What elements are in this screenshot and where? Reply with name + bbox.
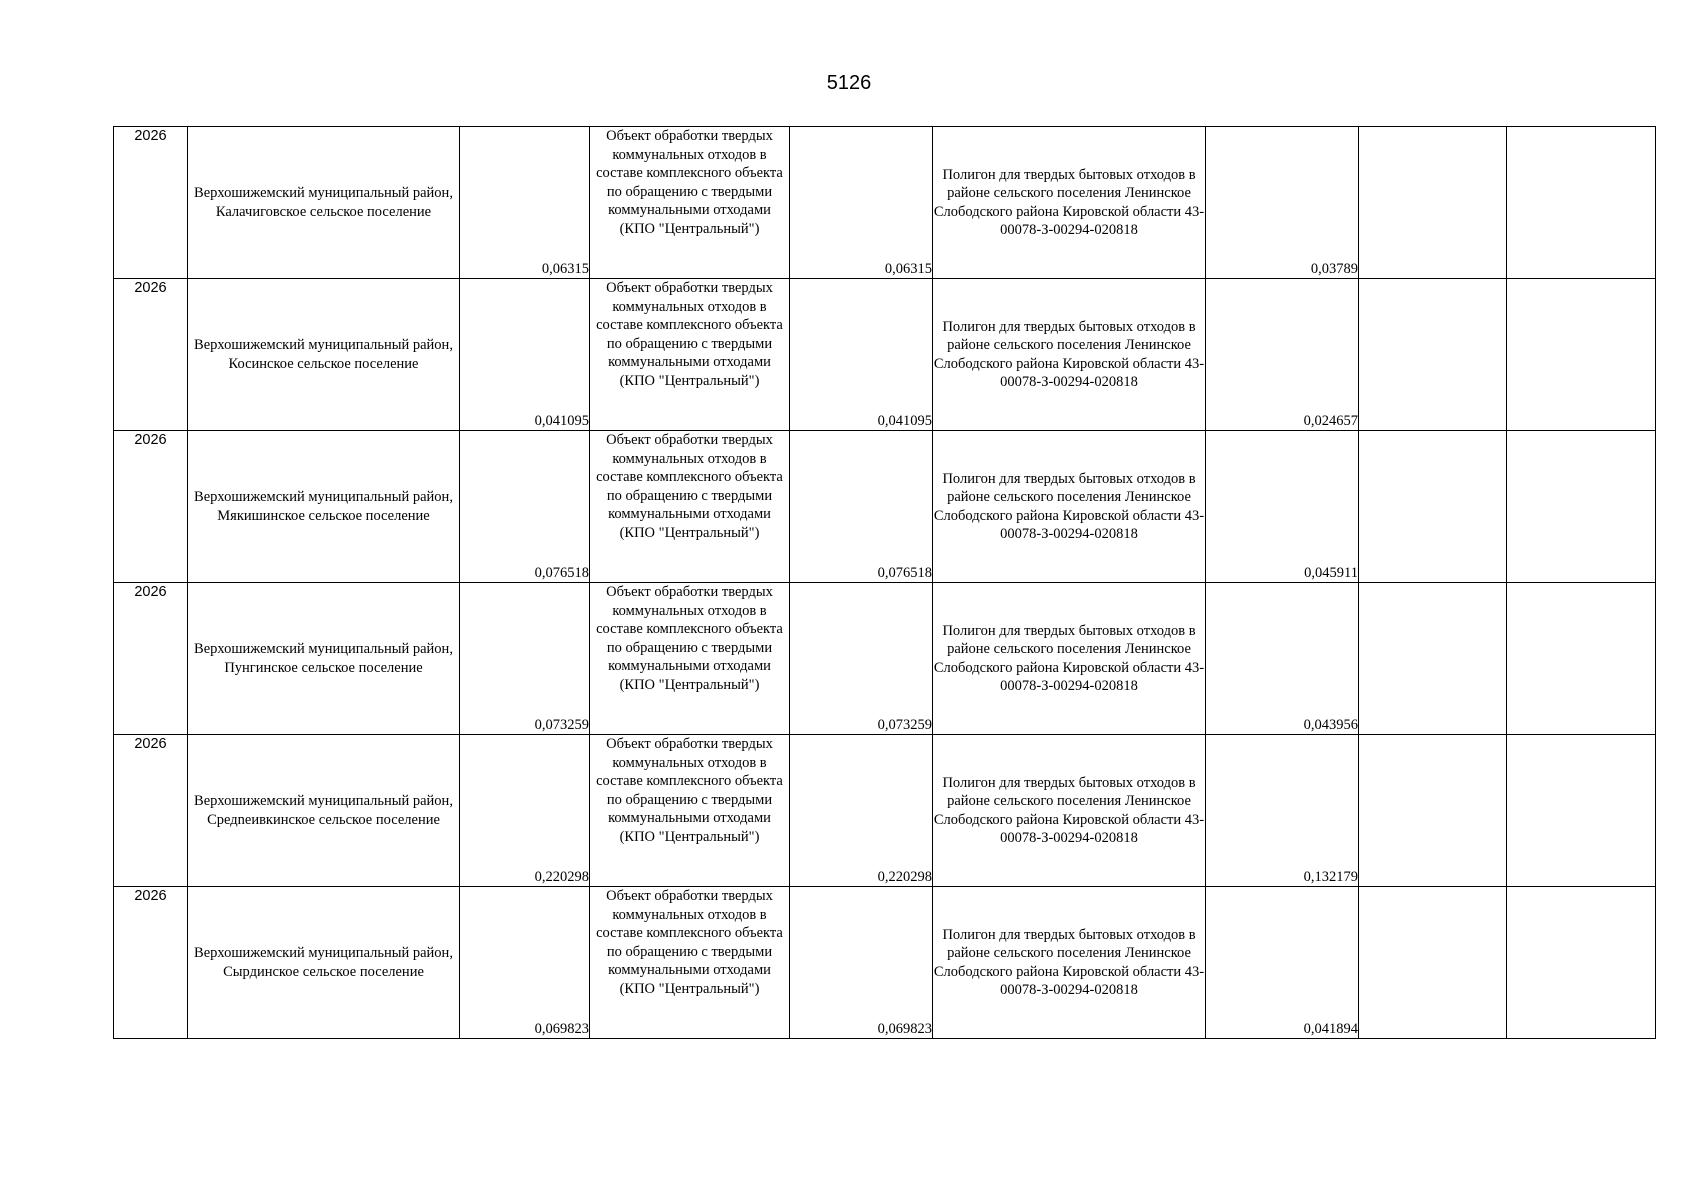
waste-flow-table (113, 126, 1656, 1039)
amount-disposed-cell: 0,045911 (1206, 431, 1359, 583)
amount-processed-cell: 0,06315 (790, 127, 933, 279)
empty-cell (1507, 431, 1656, 583)
amount-processed-cell: 0,073259 (790, 583, 933, 735)
empty-cell (1359, 279, 1507, 431)
amount-generated-cell: 0,069823 (460, 887, 590, 1039)
processing-facility-cell: Объект обработки твердых коммунальных отходов в составе комплексного объекта по обращению с твердыми коммунальными отходами (КПО "Центральный") (590, 431, 790, 583)
empty-cell (1507, 735, 1656, 887)
empty-cell (1359, 127, 1507, 279)
territory-cell: Верхошижемский муниципальный район, Мякишинское сельское поселение (188, 431, 460, 583)
amount-disposed-cell: 0,03789 (1206, 127, 1359, 279)
processing-facility-cell: Объект обработки твердых коммунальных отходов в составе комплексного объекта по обращению с твердыми коммунальными отходами (КПО "Центральный") (590, 279, 790, 431)
amount-disposed-cell: 0,024657 (1206, 279, 1359, 431)
empty-cell (1359, 431, 1507, 583)
disposal-facility-cell: Полигон для твердых бытовых отходов в районе сельского поселения Ленинское Слободского района Кировской области 43-00078-З-00294-020818 (933, 735, 1206, 887)
empty-cell (1359, 583, 1507, 735)
amount-generated-cell: 0,041095 (460, 279, 590, 431)
empty-cell (1507, 279, 1656, 431)
amount-processed-cell: 0,041095 (790, 279, 933, 431)
amount-disposed-cell: 0,043956 (1206, 583, 1359, 735)
disposal-facility-cell: Полигон для твердых бытовых отходов в районе сельского поселения Ленинское Слободского района Кировской области 43-00078-З-00294-020818 (933, 431, 1206, 583)
amount-processed-cell: 0,069823 (790, 887, 933, 1039)
table-row (114, 127, 1656, 279)
amount-generated-cell: 0,076518 (460, 431, 590, 583)
territory-cell: Верхошижемский муниципальный район, Сырдинское сельское поселение (188, 887, 460, 1039)
processing-facility-cell: Объект обработки твердых коммунальных отходов в составе комплексного объекта по обращению с твердыми коммунальными отходами (КПО "Центральный") (590, 735, 790, 887)
table-row (114, 431, 1656, 583)
year-cell: 2026 (114, 887, 188, 1039)
table-row (114, 279, 1656, 431)
amount-processed-cell: 0,076518 (790, 431, 933, 583)
page-number: 5126 (826, 72, 872, 94)
disposal-facility-cell: Полигон для твердых бытовых отходов в районе сельского поселения Ленинское Слободского района Кировской области 43-00078-З-00294-020818 (933, 127, 1206, 279)
disposal-facility-cell: Полигон для твердых бытовых отходов в районе сельского поселения Ленинское Слободского района Кировской области 43-00078-З-00294-020818 (933, 279, 1206, 431)
year-cell: 2026 (114, 431, 188, 583)
processing-facility-cell: Объект обработки твердых коммунальных отходов в составе комплексного объекта по обращению с твердыми коммунальными отходами (КПО "Центральный") (590, 887, 790, 1039)
empty-cell (1359, 735, 1507, 887)
disposal-facility-cell: Полигон для твердых бытовых отходов в районе сельского поселения Ленинское Слободского района Кировской области 43-00078-З-00294-020818 (933, 887, 1206, 1039)
year-cell: 2026 (114, 735, 188, 887)
year-cell: 2026 (114, 127, 188, 279)
processing-facility-cell: Объект обработки твердых коммунальных отходов в составе комплексного объекта по обращению с твердыми коммунальными отходами (КПО "Центральный") (590, 583, 790, 735)
empty-cell (1507, 887, 1656, 1039)
processing-facility-cell: Объект обработки твердых коммунальных отходов в составе комплексного объекта по обращению с твердыми коммунальными отходами (КПО "Центральный") (590, 127, 790, 279)
territory-cell: Верхошижемский муниципальный район, Калачиговское сельское поселение (188, 127, 460, 279)
territory-cell: Верхошижемский муниципальный район, Пунгинское сельское поселение (188, 583, 460, 735)
territory-cell: Верхошижемский муниципальный район, Средneивкинское сельское поселение (188, 735, 460, 887)
year-cell: 2026 (114, 279, 188, 431)
table-row (114, 887, 1656, 1039)
table-row (114, 735, 1656, 887)
empty-cell (1507, 583, 1656, 735)
amount-processed-cell: 0,220298 (790, 735, 933, 887)
disposal-facility-cell: Полигон для твердых бытовых отходов в районе сельского поселения Ленинское Слободского района Кировской области 43-00078-З-00294-020818 (933, 583, 1206, 735)
territory-cell: Верхошижемский муниципальный район, Косинское сельское поселение (188, 279, 460, 431)
empty-cell (1507, 127, 1656, 279)
table-row (114, 583, 1656, 735)
amount-disposed-cell: 0,132179 (1206, 735, 1359, 887)
empty-cell (1359, 887, 1507, 1039)
amount-generated-cell: 0,06315 (460, 127, 590, 279)
year-cell: 2026 (114, 583, 188, 735)
amount-disposed-cell: 0,041894 (1206, 887, 1359, 1039)
amount-generated-cell: 0,073259 (460, 583, 590, 735)
amount-generated-cell: 0,220298 (460, 735, 590, 887)
